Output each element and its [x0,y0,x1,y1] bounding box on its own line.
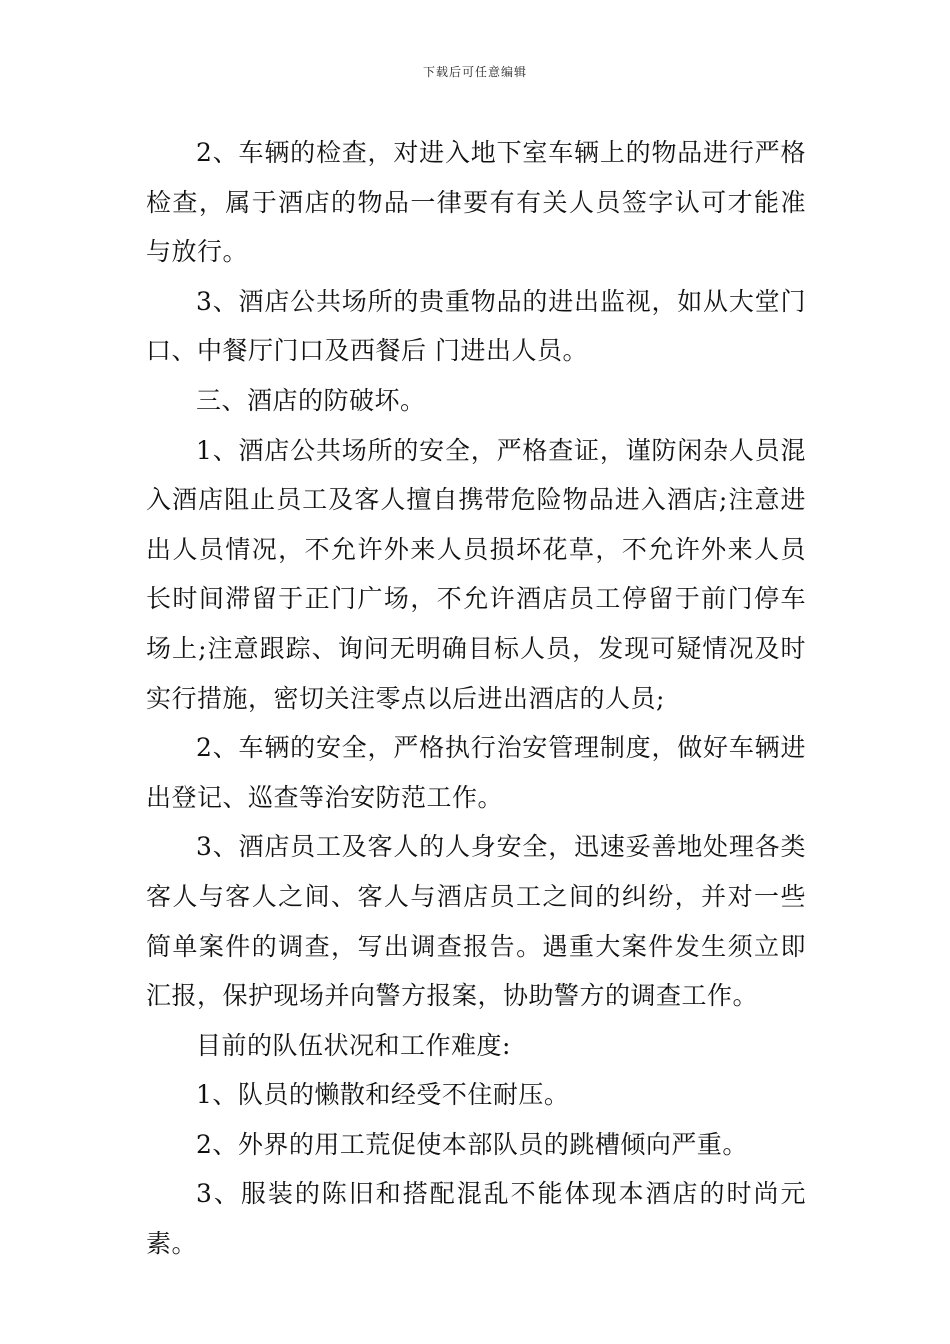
document-body [146,128,806,1269]
page-header: 下载后可任意编辑 [422,65,527,79]
paragraph-team-issue-1: 1、队员的懒散和经受不住耐压。 [196,1080,570,1110]
paragraph-vehicle-safety: 2、车辆的安全，严格执行治安管理制度，做好车辆进出登记、巡查等治安防范工作。 [146,733,806,812]
paragraph-valuables-monitoring: 3、酒店公共场所的贵重物品的进出监视，如从大堂门口、中餐厅门口及西餐后 门进出人员。 [146,286,806,366]
paragraph-vehicle-check: 2、车辆的检查，对进入地下室车辆上的物品进行严格检查，属于酒店的物品一律要有有关人员签字认可才能准与放行。 [146,138,806,267]
paragraph-team-issue-2: 2、外界的用工荒促使本部队员的跳槽倾向严重。 [196,1129,748,1159]
section-heading-anti-sabotage: 三、酒店的防破坏。 [196,385,426,415]
paragraph-team-issue-3: 3、服装的陈旧和搭配混乱不能体现本酒店的时尚元素。 [146,1179,806,1259]
paragraph-personal-safety: 3、酒店员工及客人的人身安全，迅速妥善地处理各类客人与客人之间、客人与酒店员工之间的纠纷，并对一些简单案件的调查，写出调查报告。遇重大案件发生须立即汇报，保护现场并向警方报案，协助警方的调查工作。 [146,832,806,1011]
paragraph-public-area-safety: 1、酒店公共场所的安全，严格查证，谨防闲杂人员混入酒店阻止员工及客人擅自携带危险物品进入酒店;注意进出人员情况，不允许外来人员损坏花草，不允许外来人员长时间滞留于正门广场，不允许酒店员工停留于前门停车场上;注意跟踪、询问无明确目标人员，发现可疑情况及时实行措施，密切关注零点以后进出酒店的人员; [146,435,806,713]
paragraph-team-status-heading: 目前的队伍状况和工作难度: [196,1030,511,1060]
